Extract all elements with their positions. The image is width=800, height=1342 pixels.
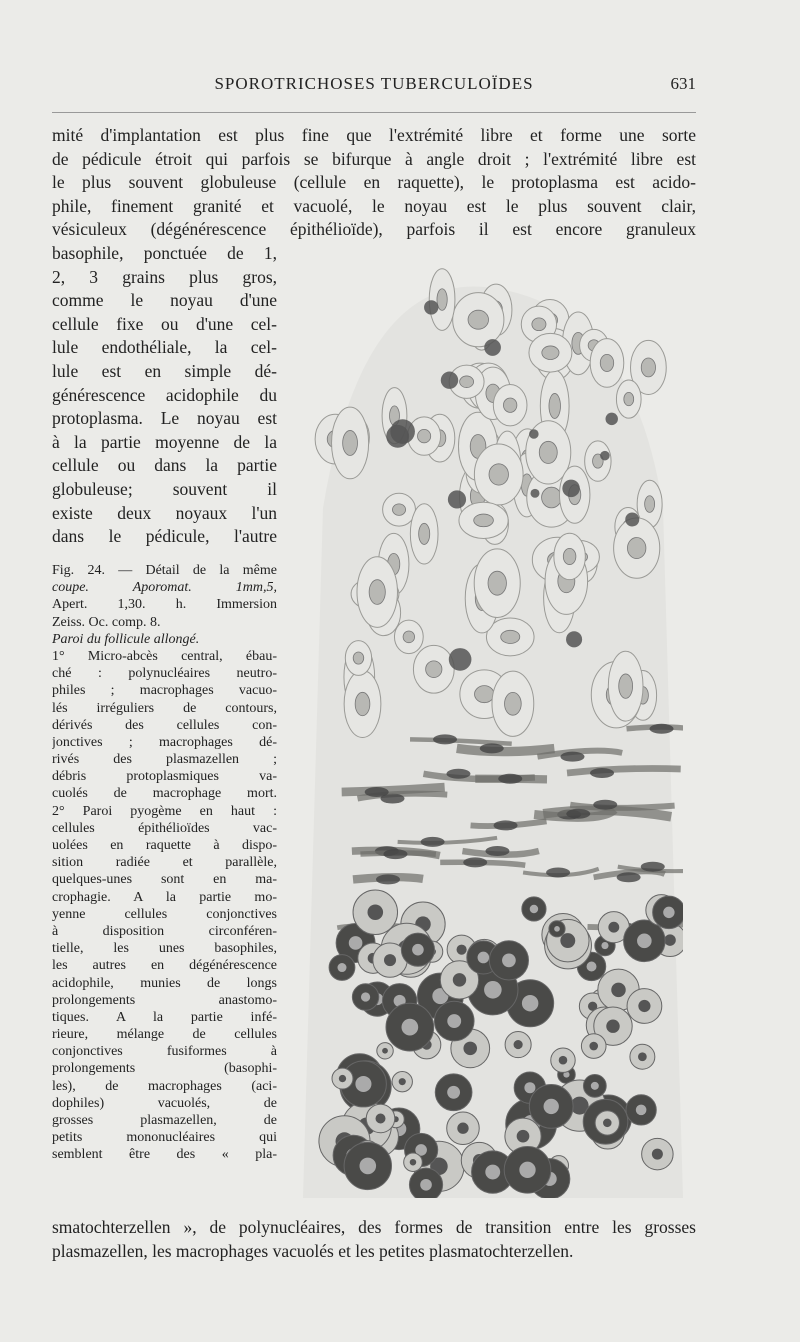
- cell-nucleus: [645, 496, 655, 513]
- cell-nucleus: [559, 1056, 568, 1065]
- dark-nucleus: [441, 372, 458, 389]
- dark-nucleus: [448, 490, 466, 508]
- cell-nucleus: [554, 926, 560, 932]
- cell-nucleus: [627, 538, 645, 559]
- cell-nucleus: [349, 936, 363, 950]
- caption-line: tiques. A la partie infé-: [52, 1009, 277, 1025]
- fibroblast-nucleus: [617, 872, 641, 882]
- cell-nucleus: [530, 905, 538, 913]
- caption-line: sition radiée et parallèle,: [52, 855, 277, 871]
- narrow-line: globuleuse; souvent il: [52, 478, 277, 499]
- caption-line: uolées en raquette à dispo-: [52, 838, 277, 853]
- caption-line: les autres en dégénérescence: [52, 958, 277, 974]
- caption-line: à disposition circonféren-: [52, 923, 277, 939]
- cell-nucleus: [403, 631, 414, 643]
- narrow-line: existe deux noyaux l'un: [52, 502, 277, 523]
- caption-line: conjonctives fusiformes à: [52, 1044, 277, 1060]
- fibroblast-nucleus: [421, 837, 445, 847]
- cell-nucleus: [488, 571, 506, 595]
- caption-line: les), de macrophages (aci-: [52, 1078, 277, 1094]
- cell-nucleus: [544, 1099, 559, 1114]
- cell-nucleus: [463, 1042, 477, 1056]
- cell-nucleus: [591, 1082, 599, 1090]
- fibroblast-nucleus: [641, 862, 665, 872]
- cell-nucleus: [652, 1149, 663, 1160]
- cell-nucleus: [355, 1076, 371, 1092]
- caption-line: quelques-unes sont en ma-: [52, 872, 277, 888]
- cell-nucleus: [606, 1019, 619, 1032]
- intro-line: de pédicule étroit qui parfois se bifurque à angle droit ; l'extrémité libre est: [52, 148, 696, 169]
- cell-nucleus: [560, 933, 575, 948]
- narrow-line: basophile, ponctuée de 1,: [52, 243, 277, 263]
- cell-nucleus: [519, 1162, 535, 1178]
- cell-nucleus: [382, 1048, 388, 1054]
- fibroblast-nucleus: [446, 769, 470, 779]
- caption-line: cellules épithélioïdes vac-: [52, 820, 277, 836]
- header-rule: [52, 112, 696, 113]
- fibroblast-nucleus: [376, 874, 400, 884]
- cell-nucleus: [501, 630, 520, 643]
- intro-line: mité d'implantation est plus fine que l'extrémité libre et forme une sorte: [52, 125, 696, 145]
- caption-line: Fig. 24. — Détail de la même: [52, 563, 277, 578]
- caption-line: ché : polynucléaires neutro-: [52, 666, 277, 682]
- fibroblast-process: [570, 805, 674, 808]
- fibroblast-nucleus: [593, 800, 617, 810]
- cell-nucleus: [369, 580, 385, 605]
- cell-nucleus: [368, 904, 384, 920]
- caption-line: 1° Micro-abcès central, ébau-: [52, 648, 277, 664]
- dark-nucleus: [390, 419, 415, 444]
- cell-nucleus: [453, 973, 466, 986]
- fibroblast-nucleus: [498, 774, 522, 784]
- cell-nucleus: [517, 1130, 530, 1143]
- narrow-line: cellule ou dans la partie: [52, 455, 277, 476]
- cell-nucleus: [524, 1082, 535, 1093]
- cell-nucleus: [384, 954, 396, 966]
- fibroblast-nucleus: [463, 857, 487, 867]
- cell-nucleus: [503, 398, 516, 412]
- dark-nucleus: [449, 648, 472, 671]
- dark-nucleus: [531, 489, 540, 498]
- narrow-line: comme le noyau d'une: [52, 290, 277, 311]
- caption-line: coupe. Aporomat. 1mm,5,: [52, 580, 277, 596]
- caption-line: philes ; macrophages vacuo-: [52, 683, 277, 699]
- cell-nucleus: [418, 429, 431, 442]
- cell-nucleus: [542, 346, 559, 360]
- caption-line: débris protoplasmiques va-: [52, 769, 277, 785]
- cell-nucleus: [601, 942, 608, 949]
- fibroblast-nucleus: [383, 849, 407, 859]
- cell-nucleus: [361, 992, 370, 1001]
- cell-nucleus: [603, 1119, 612, 1128]
- fibroblast-process: [342, 787, 445, 792]
- caption-line: acidophile, munies de longs: [52, 975, 277, 991]
- caption-line: 2° Paroi pyogème en haut :: [52, 803, 277, 819]
- cell-nucleus: [638, 1052, 647, 1061]
- cell-nucleus: [608, 922, 619, 933]
- cell-nucleus: [376, 1114, 386, 1124]
- caption-line: dophiles) vacuolés, de: [52, 1095, 277, 1111]
- narrow-line: à la partie moyenne de la: [52, 431, 277, 452]
- cell-nucleus: [587, 961, 597, 971]
- caption-line: petits mononucléaires qui: [52, 1130, 277, 1146]
- cell-nucleus: [638, 1000, 650, 1012]
- fibroblast-nucleus: [494, 820, 518, 830]
- fibroblast-nucleus: [560, 752, 584, 762]
- caption-line: yenne cellules conjonctives: [52, 906, 277, 922]
- caption-line: jonctives ; macrophages dé-: [52, 734, 277, 750]
- cell-nucleus: [475, 686, 495, 703]
- narrow-line: dans le pédicule, l'autre: [52, 526, 277, 547]
- fibroblast-nucleus: [650, 724, 674, 734]
- cell-nucleus: [355, 692, 370, 715]
- cell-nucleus: [542, 487, 562, 508]
- narrow-line: protoplasma. Le noyau est: [52, 408, 277, 429]
- cell-nucleus: [502, 954, 516, 968]
- cell-nucleus: [663, 907, 674, 918]
- cell-nucleus: [359, 1158, 376, 1175]
- cell-nucleus: [401, 1019, 418, 1036]
- closing-line: plasmazellen, les macrophages vacuolés et les petites plasmatochterzellen.: [52, 1240, 574, 1261]
- dark-nucleus: [562, 480, 579, 497]
- cell-nucleus: [392, 504, 405, 516]
- narrow-line: cellule fixe ou d'une cel-: [52, 313, 277, 334]
- cell-nucleus: [399, 1078, 406, 1085]
- closing-line: smatochterzellen », de polynucléaires, des formes de transition entre les grosses: [52, 1217, 696, 1237]
- cell-nucleus: [343, 430, 358, 455]
- cell-nucleus: [505, 692, 522, 715]
- cell-nucleus: [437, 289, 447, 311]
- intro-line: le plus souvent globuleuse (cellule en raquette), le protoplasma est acido-: [52, 172, 696, 193]
- caption-line: dérivés des cellules con-: [52, 717, 277, 733]
- cell-nucleus: [457, 945, 467, 955]
- cell-nucleus: [447, 1014, 461, 1028]
- closing-paragraph: [52, 1216, 696, 1263]
- fibroblast-nucleus: [480, 743, 504, 753]
- cell-nucleus: [636, 1105, 647, 1116]
- caption-line: prolongements (basophi-: [52, 1061, 277, 1077]
- cell-nucleus: [514, 1040, 523, 1049]
- cell-nucleus: [539, 441, 557, 463]
- fibroblast-nucleus: [566, 809, 590, 819]
- intro-paragraph: [52, 124, 696, 242]
- caption-line: crophagie. A la partie mo-: [52, 889, 277, 905]
- cell-nucleus: [410, 1159, 416, 1165]
- cell-nucleus: [337, 963, 346, 972]
- dark-nucleus: [484, 339, 501, 356]
- caption-line: grosses plasmazellen, de: [52, 1113, 277, 1128]
- cell-nucleus: [522, 995, 538, 1011]
- caption-line: rieure, mélange de cellules: [52, 1027, 277, 1043]
- narrow-line: générescence acidophile du: [52, 384, 277, 405]
- fibroblast-nucleus: [546, 867, 570, 877]
- dark-nucleus: [529, 429, 539, 439]
- page-number: 631: [670, 74, 696, 93]
- narrow-line: lule est en simple dé-: [52, 360, 277, 381]
- dark-nucleus: [424, 300, 438, 314]
- cell-nucleus: [624, 392, 634, 405]
- fibroblast-nucleus: [485, 846, 509, 856]
- caption-line: tielle, les unes basophiles,: [52, 941, 277, 957]
- cell-nucleus: [611, 983, 625, 997]
- fibroblast-nucleus: [433, 734, 457, 744]
- cell-nucleus: [619, 674, 633, 698]
- cell-nucleus: [474, 514, 494, 527]
- dark-nucleus: [605, 413, 617, 425]
- intro-line: phile, finement granité et vacuolé, le noyau est le plus souvent clair,: [52, 195, 696, 216]
- cell-nucleus: [637, 934, 652, 949]
- cell-nucleus: [532, 318, 546, 331]
- caption-line: lés irréguliers de contours,: [52, 700, 277, 716]
- page-header: [52, 74, 696, 98]
- dark-nucleus: [625, 512, 639, 526]
- cell-nucleus: [641, 358, 655, 377]
- cell-nucleus: [478, 952, 490, 964]
- caption-line: prolongements anastomo-: [52, 992, 277, 1008]
- histology-figure: [303, 268, 683, 1198]
- figure-caption: [52, 562, 277, 1164]
- caption-line: Apert. 1,30. h. Immersion: [52, 597, 277, 613]
- caption-line: Zeiss. Oc. comp. 8.: [52, 614, 161, 630]
- caption-line: rivés des plasmazellen ;: [52, 752, 277, 768]
- cell-nucleus: [589, 1042, 598, 1051]
- cell-nucleus: [563, 548, 576, 564]
- cell-nucleus: [420, 1179, 432, 1191]
- cell-nucleus: [353, 652, 364, 664]
- cell-nucleus: [412, 944, 424, 956]
- narrow-line: lule endothéliale, la cel-: [52, 337, 277, 358]
- cell-nucleus: [600, 354, 613, 371]
- dark-nucleus: [600, 451, 610, 461]
- cell-nucleus: [447, 1086, 460, 1099]
- narrow-line: 2, 3 grains plus gros,: [52, 266, 277, 287]
- caption-subtitle: Paroi du follicule allongé.: [52, 631, 200, 647]
- fibroblast-nucleus: [365, 787, 389, 797]
- cell-nucleus: [468, 310, 488, 329]
- cell-nucleus: [339, 1075, 346, 1082]
- cell-nucleus: [460, 376, 474, 388]
- fibroblast-nucleus: [590, 768, 614, 778]
- cell-nucleus: [484, 981, 502, 999]
- caption-line: semblent être des « pla-: [52, 1147, 277, 1163]
- narrow-paragraph: [52, 242, 277, 549]
- cell-nucleus: [426, 661, 442, 678]
- caption-line: cuolés de macrophage mort.: [52, 786, 277, 802]
- running-title: SPOROTRICHOSES TUBERCULOÏDES: [214, 74, 534, 93]
- cell-nucleus: [457, 1123, 468, 1134]
- cell-nucleus: [664, 934, 676, 946]
- dark-nucleus: [566, 631, 582, 647]
- cell-nucleus: [419, 523, 430, 544]
- cell-group: [303, 269, 683, 1198]
- fibroblast-process: [457, 748, 555, 751]
- cell-nucleus: [489, 464, 508, 485]
- cell-nucleus: [485, 1165, 500, 1180]
- intro-line: vésiculeux (dégénérescence épithélioïde), parfois il est encore granuleux: [52, 219, 696, 240]
- histology-illustration: [303, 268, 683, 1198]
- cell-nucleus: [549, 393, 561, 418]
